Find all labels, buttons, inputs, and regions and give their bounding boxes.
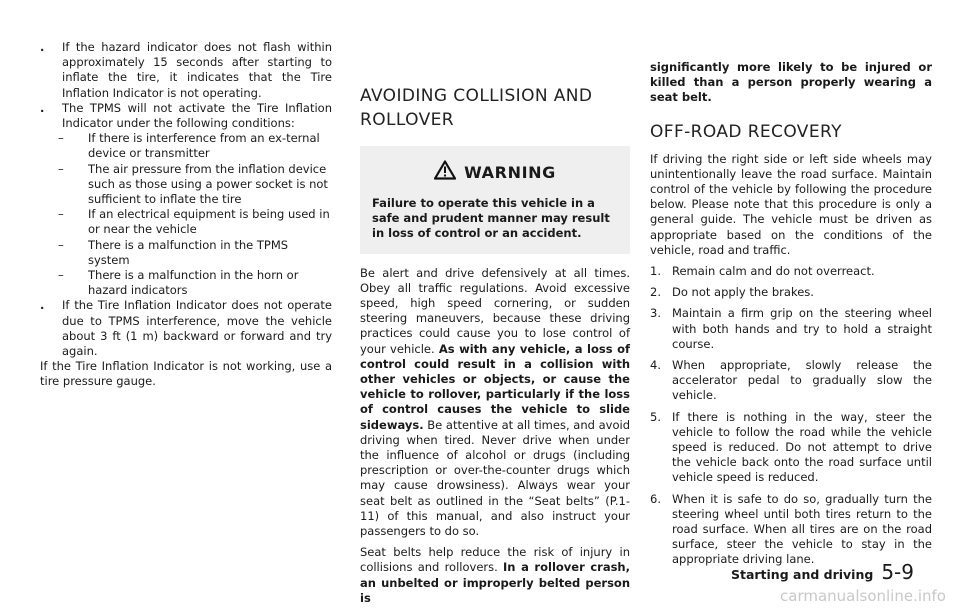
warning-text: Failure to operate this vehicle in a safe and prudent manner may result in loss of control or an accident. (372, 196, 610, 241)
sub-item: – If an electrical equipment is being used in or near the vehicle (58, 207, 330, 237)
continuation-text: significantly more likely to be injured or killed than a person properly wearing a seat belt. (650, 60, 932, 105)
bullet-item: . If the hazard indicator does not flash within approximately 15 seconds after starting to inflate the tire, it indicates that the Tire Inflation Indicator is not operating. (40, 40, 332, 100)
paragraph: Be alert and drive defensively at all times. Obey all traffic regulations. Avoid excessive speed, high speed cornering, or sudden steering maneuvers, because these driving practices could cause you to lose control of your vehicle. As with any vehicle, a loss of control could result in a collision with other vehicles or objects, or cause the vehicle to rollover, particularly if the loss of control causes the vehicle to slide sideways. Be attentive at all times, and avoid driving when tired. Never drive when under the influence of alcohol or drugs (including prescription or over-the-counter drugs which may cause drowsiness). Always wear your seat belt as outlined in the “Seat belts” (P.1-11) of this manual, and also instruct your passengers to do so. (360, 265, 630, 539)
list-item: 5. If there is nothing in the way, steer the vehicle to follow the road while the vehicle speed is reduced. Do not attempt to drive the vehicle back onto the road surface until vehicle speed is reduced. (650, 409, 932, 485)
intro-paragraph: If driving the right side or left side wheels may unintentionally leave the road surface. Maintain control of the vehicle by following the procedure below. Please note that this procedure is only a general guide. The vehicle must be driven as appropriate based on the conditions of the vehicle, road and traffic. (650, 151, 932, 257)
bullet-item: . The TPMS will not activate the Tire Inflation Indicator under the following conditions: (40, 100, 332, 131)
sub-item: – If there is interference from an ex-ternal device or transmitter (58, 131, 320, 161)
right-column (650, 60, 932, 574)
closing-paragraph: If the Tire Inflation Indicator is not working, use a tire pressure gauge. (40, 359, 332, 389)
list-item: 1. Remain calm and do not overreact. (650, 264, 875, 279)
page-footer (731, 560, 914, 584)
bullet-dot: . (40, 40, 45, 54)
bullet-dot: . (40, 100, 45, 115)
warning-box (360, 146, 630, 254)
list-item: 4. When appropriate, slowly release the accelerator pedal to gradually slow the vehicle. (650, 358, 932, 403)
paragraph: Seat belts help reduce the risk of injury in collisions and rollovers. In a rollover crash, an unbelted or improperly belted person is (360, 545, 630, 605)
section-heading: OFF-ROAD RECOVERY (650, 121, 842, 142)
middle-column (360, 84, 630, 612)
bullet-item: . If the Tire Inflation Indicator does not operate due to TPMS interference, move the vehicle about 3 ft (1 m) backward or forward and try again. (40, 298, 332, 359)
list-item: 2. Do not apply the brakes. (650, 285, 814, 300)
list-item: 6. When it is safe to do so, gradually turn the steering wheel until both tires return to the road surface. When all tires are on the road surface, steer the vehicle to stay in the appropriate driving lane. (650, 491, 932, 567)
section-heading: AVOIDING COLLISION AND ROLLOVER (360, 86, 593, 130)
sub-item: – The air pressure from the inflation device such as those using a power socket is not sufficient to inflate the tire (58, 161, 328, 207)
section-name: Starting and driving (730, 567, 874, 582)
warning-triangle-icon (434, 160, 456, 184)
page-number: 5-9 (881, 560, 914, 584)
bullet-dot: . (40, 298, 45, 313)
sub-item: – There is a malfunction in the TPMS system (58, 237, 289, 267)
left-column (40, 40, 332, 396)
list-item: 3. Maintain a firm grip on the steering wheel with both hands and try to hold a straight course. (650, 306, 932, 351)
watermark: carmanualsonline.info (780, 587, 946, 605)
sub-item: – There is a malfunction in the horn or hazard indicators (58, 268, 299, 298)
warning-title: WARNING (372, 160, 618, 184)
